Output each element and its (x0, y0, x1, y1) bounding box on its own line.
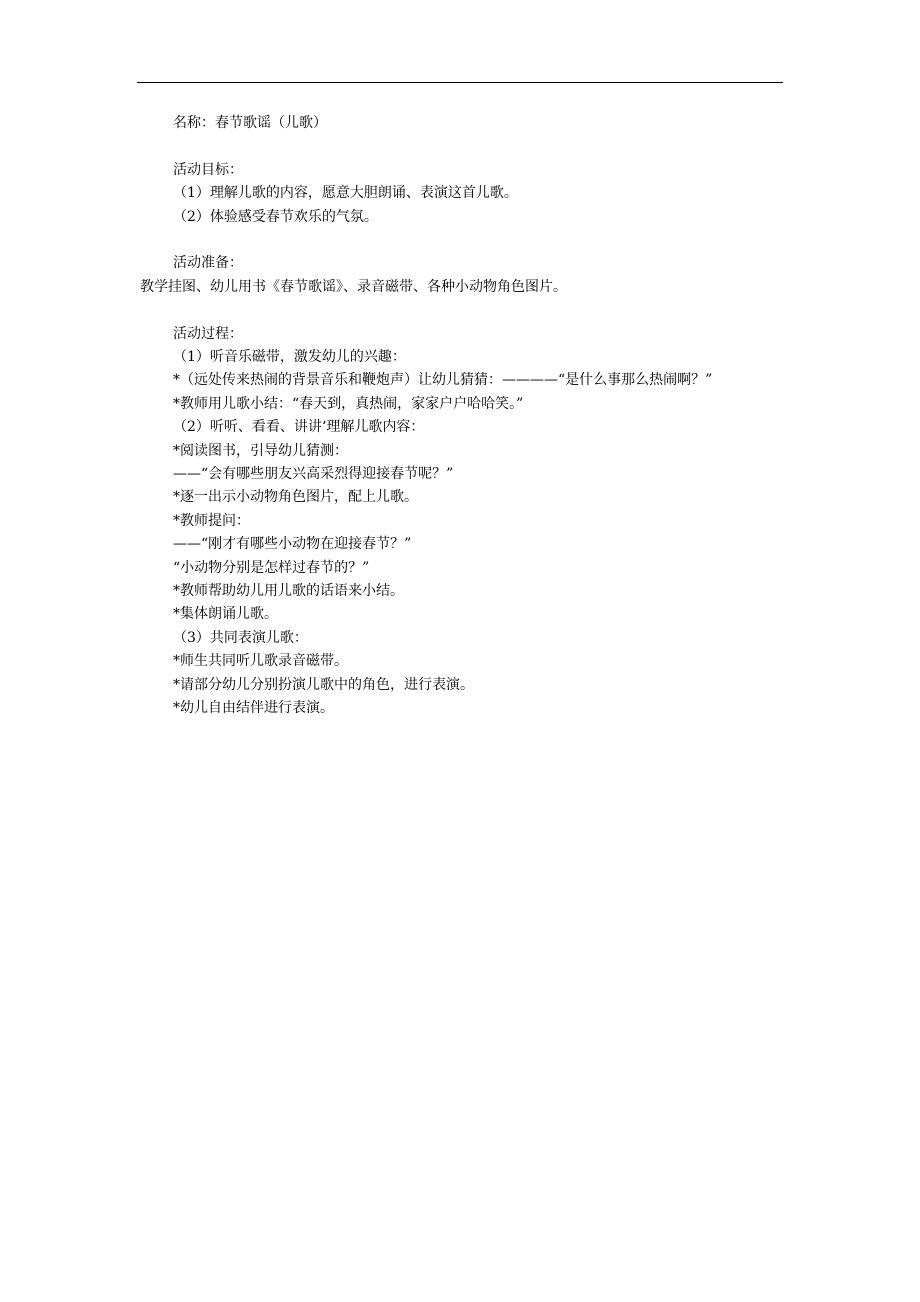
process-line-11: *教师帮助幼儿用儿歌的话语来小结。 (173, 583, 404, 600)
process-line-2: *（远处传来热闹的背景音乐和鞭炮声）让幼儿猜猜：————“是什么事那么热闹啊？” (173, 372, 713, 389)
spacer (140, 299, 782, 322)
goals-heading: 活动目标： (173, 161, 243, 178)
process-line-10: “小动物分别是怎样过春节的？” (173, 559, 370, 576)
process-line-5: *阅读图书，引导幼儿猜测： (173, 442, 348, 459)
preparation-heading: 活动准备： (173, 255, 243, 272)
process-line-15: *请部分幼儿分别扮演儿歌中的角色，进行表演。 (173, 676, 474, 693)
process-line-1: （1）听音乐磁带，激发幼儿的兴趣： (173, 349, 406, 366)
process-line-6: ——“会有哪些朋友兴高采烈得迎接春节呢？” (173, 466, 454, 483)
process-line-12: *集体朗诵儿歌。 (173, 606, 278, 623)
preparation-text: 教学挂图、幼儿用书《春节歌谣》、录音磁带、各种小动物角色图片。 (140, 278, 567, 295)
header-rule (137, 82, 783, 83)
process-heading: 活动过程： (173, 325, 243, 342)
spacer (140, 135, 782, 158)
goal-item-1: （1）理解儿歌的内容，愿意大胆朗诵、表演这首儿歌。 (173, 185, 518, 202)
document-body (140, 112, 782, 721)
process-line-8: *教师提问： (173, 512, 250, 529)
process-line-9: ——“刚才有哪些小动物在迎接春节？” (173, 536, 412, 553)
process-line-16: *幼儿自由结伴进行表演。 (173, 700, 334, 717)
process-line-14: *师生共同听儿歌录音磁带。 (173, 653, 348, 670)
process-line-3: *教师用儿歌小结：“春天到，真热闹，家家户户哈哈笑。” (173, 395, 524, 412)
activity-title: 名称：春节歌谣（儿歌） (173, 115, 327, 131)
goal-item-2: （2）体验感受春节欢乐的气氛。 (173, 208, 378, 225)
process-line-7: *逐一出示小动物角色图片，配上儿歌。 (173, 489, 418, 506)
spacer (140, 229, 782, 252)
process-line-4: （2）听听、看看、讲讲‘理解儿歌内容： (173, 419, 425, 436)
process-line-13: （3）共同表演儿歌： (173, 629, 308, 646)
